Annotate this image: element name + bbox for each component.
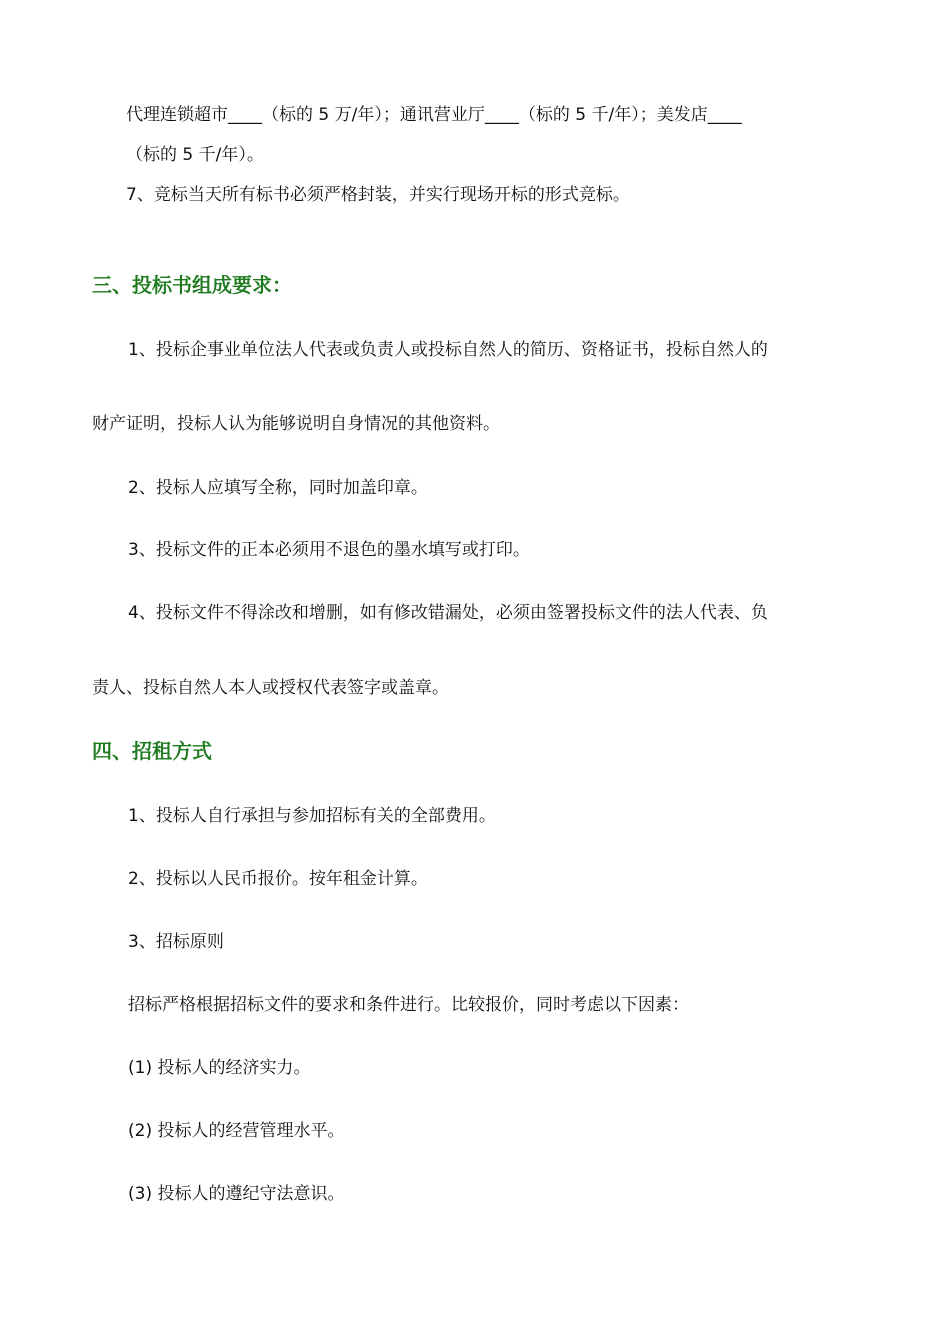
list-item: 1、投标人自行承担与参加招标有关的全部费用。 — [128, 806, 496, 826]
list-item: 7、竞标当天所有标书必须严格封装，并实行现场开标的形式竞标。 — [126, 185, 630, 205]
section-heading: 三、投标书组成要求： — [92, 273, 292, 297]
list-item: 3、投标文件的正本必须用不退色的墨水填写或打印。 — [128, 540, 530, 560]
paragraph-line: 代理连锁超市____（标的 5 万/年）；通讯营业厅____（标的 5 千/年）；美发店____ — [126, 105, 742, 125]
list-item: 2、投标以人民币报价。按年租金计算。 — [128, 869, 428, 889]
list-item: 4、投标文件不得涂改和增删，如有修改错漏处，必须由签署投标文件的法人代表、负 — [128, 603, 768, 623]
list-item: 1、投标企事业单位法人代表或负责人或投标自然人的简历、资格证书，投标自然人的 — [128, 340, 768, 360]
list-item: (3) 投标人的遵纪守法意识。 — [128, 1184, 345, 1204]
paragraph-line: 招标严格根据招标文件的要求和条件进行。比较报价，同时考虑以下因素： — [128, 995, 689, 1015]
list-item: 3、招标原则 — [128, 932, 224, 952]
list-item: (1) 投标人的经济实力。 — [128, 1058, 311, 1078]
section-heading: 四、招租方式 — [92, 739, 212, 763]
paragraph-line: （标的 5 千/年）。 — [126, 145, 264, 165]
list-item: (2) 投标人的经营管理水平。 — [128, 1121, 345, 1141]
paragraph-line: 财产证明，投标人认为能够说明自身情况的其他资料。 — [92, 414, 500, 434]
list-item: 2、投标人应填写全称，同时加盖印章。 — [128, 478, 428, 498]
paragraph-line: 责人、投标自然人本人或授权代表签字或盖章。 — [92, 678, 449, 698]
